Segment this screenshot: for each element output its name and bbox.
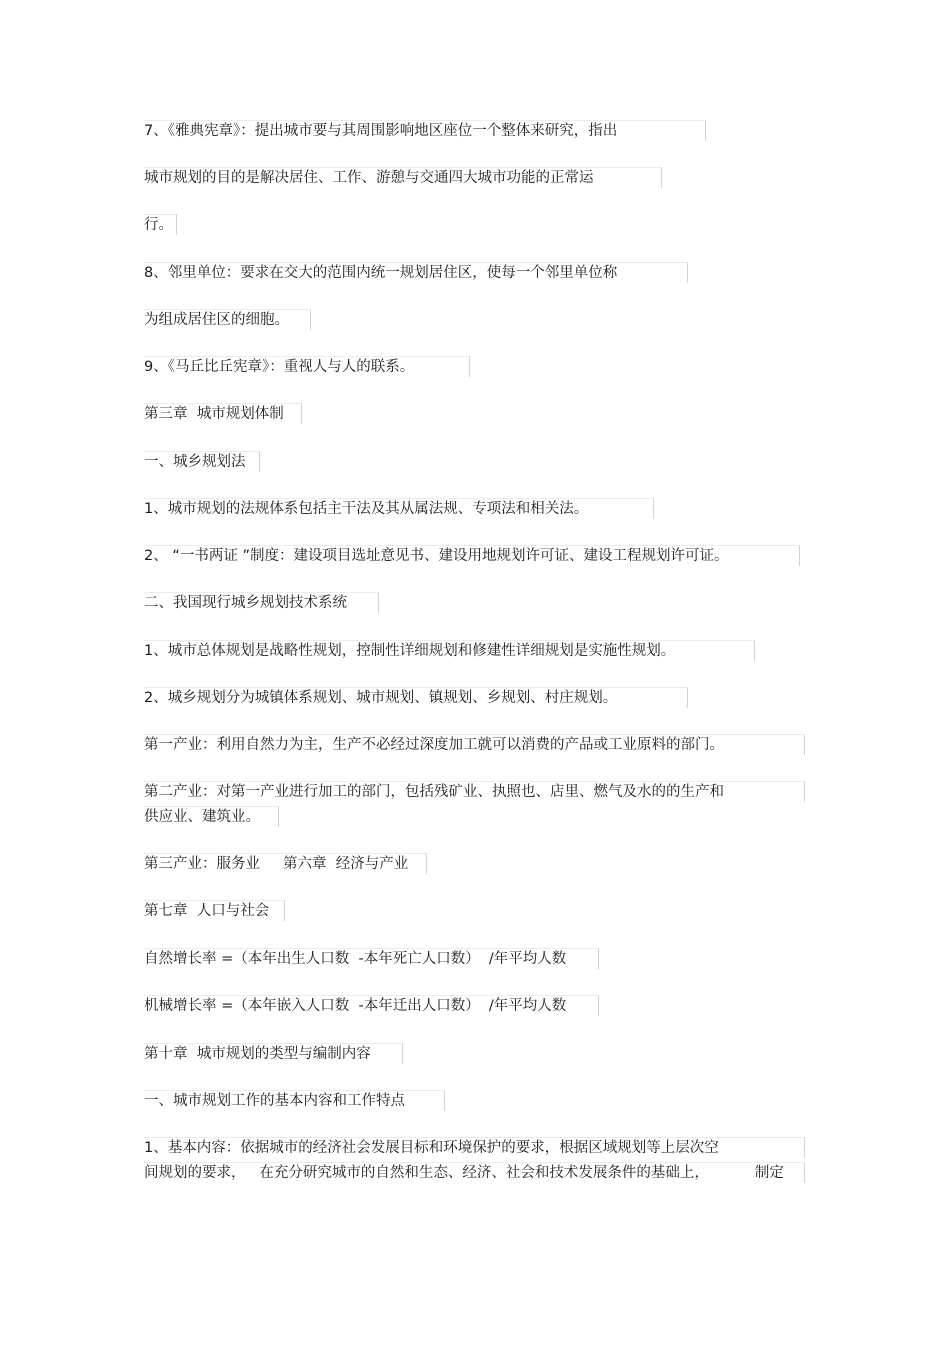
text-line: 为组成居住区的细胞。 [144, 309, 311, 329]
text-line: 7、《雅典宪章》：提出城市要与其周围影响地区座位一个整体来研究，指出 [144, 120, 706, 140]
section-heading: 二、我国现行城乡规划技术系统 [144, 592, 379, 612]
text-line: 行。 [144, 214, 177, 234]
text-line: 2、 “一书两证 ”制度：建设项目选址意见书、建设用地规划许可证、建设工程规划许可证。 [144, 545, 800, 565]
section-heading: 一、城市规划工作的基本内容和工作特点 [144, 1090, 445, 1110]
text-line: 第三产业：服务业 第六章 经济与产业 [144, 853, 427, 873]
text-line: 9、《马丘比丘宪章》：重视人与人的联系。 [144, 356, 470, 376]
text-line: 2、城乡规划分为城镇体系规划、城市规划、镇规划、乡规划、村庄规划。 [144, 687, 688, 707]
text-line: 供应业、建筑业。 [144, 806, 279, 826]
section-heading: 第三章 城市规划体制 [144, 403, 302, 423]
text-line: 第一产业：利用自然力为主，生产不必经过深度加工就可以消费的产品或工业原料的部门。 [144, 734, 805, 754]
text-line: 1、城市总体规划是战略性规划，控制性详细规划和修建性详细规划是实施性规划。 [144, 640, 755, 660]
section-heading: 第七章 人口与社会 [144, 900, 285, 920]
section-heading: 第十章 城市规划的类型与编制内容 [144, 1043, 403, 1063]
text-line: 间规划的要求， 在充分研究城市的自然和生态、经济、社会和技术发展条件的基础上， 制定 [144, 1162, 805, 1182]
text-line: 1、基本内容：依据城市的经济社会发展目标和环境保护的要求，根据区域规划等上层次空 [144, 1137, 805, 1157]
formula-line: 自然增长率 =（本年出生人口数 -本年死亡人口数） /年平均人数 [144, 948, 599, 968]
text-line: 1、城市规划的法规体系包括主干法及其从属法规、专项法和相关法。 [144, 498, 654, 518]
text-line: 第二产业：对第一产业进行加工的部门，包括残矿业、执照也、店里、燃气及水的的生产和 [144, 781, 805, 801]
formula-line: 机械增长率 =（本年嵌入人口数 -本年迁出人口数） /年平均人数 [144, 995, 599, 1015]
text-line: 8、邻里单位：要求在交大的范围内统一规划居住区，使每一个邻里单位称 [144, 262, 688, 282]
section-heading: 一、城乡规划法 [144, 451, 260, 471]
text-line: 城市规划的目的是解决居住、工作、游憩与交通四大城市功能的正常运 [144, 167, 662, 187]
